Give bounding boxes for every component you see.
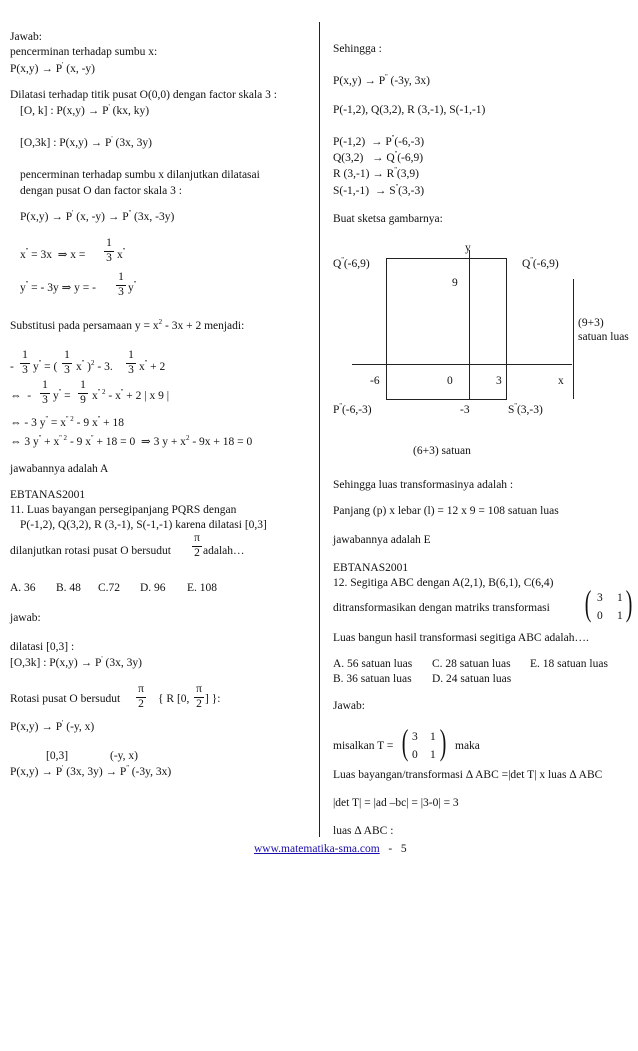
text-line: jawab:	[10, 612, 41, 624]
text-line: Substitusi pada persamaan $y = x^2 - 3x + 2$ menjadi:	[10, 318, 245, 332]
fraction: 1 3	[104, 238, 114, 264]
height-unit-label: satuan luas	[578, 331, 629, 343]
option-a: A. 56 satuan luas	[333, 658, 413, 670]
text-line: pencerminan terhadap sumbu x:	[10, 46, 158, 58]
math-label: [0,3]	[46, 750, 69, 762]
math-var: x''	[117, 247, 126, 261]
matrix-cell: 0	[412, 749, 418, 761]
fraction: 1 3	[20, 350, 30, 376]
fraction: π 2	[136, 684, 146, 710]
text-line: dengan pusat O dan factor skala 3 :	[20, 185, 182, 197]
text-line: 12. Segitiga ABC dengan A(2,1), B(6,1), C(6,4)	[333, 577, 554, 589]
matrix-cell: 1	[617, 610, 623, 622]
math-line: P(x,y) → P'' (-3y, 3x)	[333, 73, 430, 87]
height-label: (9+3)	[578, 317, 604, 329]
text-line: ] }:	[205, 693, 221, 705]
width-label: (6+3) satuan	[413, 445, 471, 457]
math-line: $x^{'' 2} - x'' + 2$ | x 9 |	[92, 388, 169, 402]
math-line: ⇔ -	[10, 390, 32, 402]
matrix-cell: 1	[430, 749, 436, 761]
text-line: Luas bayangan/transformasi ∆ ABC =|det T| x luas ∆ ABC	[333, 769, 603, 781]
math-line: R (3,-1) → R''(3,9)	[333, 166, 419, 180]
math-line: Q(3,2) → Q''(-6,9)	[333, 150, 424, 164]
option-b: B. 36 satuan luas	[333, 673, 412, 685]
matrix-bracket-right: )	[625, 583, 633, 623]
math-label: (-y, x)	[110, 750, 138, 762]
math-line: P(x,y) → P' (x, -y)	[10, 61, 95, 75]
text-line: Rotasi pusat O bersudut	[10, 693, 121, 705]
matrix-bracket-left: (	[401, 722, 409, 762]
math-line: y'' = - 3y ⇒ y = -	[20, 280, 96, 294]
fraction: 1 3	[116, 272, 126, 298]
math-line: P(x,y) → P' (3x, 3y) → P'' (-3y, 3x)	[10, 764, 172, 778]
math-line: x'' )$^2$ - 3.	[76, 359, 113, 373]
text-line: dilanjutkan rotasi pusat O bersudut	[10, 545, 171, 557]
math-line: y'' =	[53, 388, 71, 402]
math-var: y''	[128, 280, 137, 294]
math-line: ⇔ 3 $y'' + x^{'' 2} - 9$ x'' + 18 = 0 ⇒ 3 $y + x^2 - 9x + 18 = 0$	[10, 434, 253, 448]
fraction: π 2	[192, 533, 202, 559]
height-marker	[573, 279, 574, 399]
math-line: [O,3k] : P(x,y) → P' (3x, 3y)	[10, 655, 142, 669]
math-line: P(-1,2) → P''(-6,-3)	[333, 134, 425, 148]
option-b: B. 48	[56, 582, 81, 594]
text-line: P(-1,2), Q(3,2), R (3,-1), S(-1,-1) karena dilatasi [0,3]	[20, 519, 267, 531]
text-line: Buat sketsa gambarnya:	[333, 213, 443, 225]
text-line: Jawab:	[333, 700, 365, 712]
option-c: C.72	[98, 582, 121, 594]
text-line: Dilatasi terhadap titik pusat O(0,0) dengan factor skala 3 :	[10, 89, 277, 101]
fraction: 1 9	[78, 380, 88, 406]
math-line: y'' = (	[33, 359, 58, 373]
text-line: EBTANAS2001	[333, 562, 409, 574]
website-link[interactable]: www.matematika-sma.com	[254, 843, 380, 855]
text-line: Panjang (p) x lebar (l) = 12 x 9 = 108 satuan luas	[333, 505, 559, 517]
option-e: E. 108	[187, 582, 218, 594]
text-line: maka	[455, 740, 480, 752]
math-line: S(-1,-1) → S''(3,-3)	[333, 183, 425, 197]
tick-neg6-label: -6	[370, 375, 380, 387]
math-line: x'' + 2	[139, 359, 166, 373]
option-a: A. 36	[10, 582, 36, 594]
vertex-p-label: P''(-6,-3)	[333, 402, 372, 416]
tick-3-label: 3	[496, 375, 502, 387]
vertex-r-label: Q''(-6,9)	[522, 256, 559, 270]
math-line: [O, k] : P(x,y) → P' (kx, ky)	[20, 103, 150, 117]
text-line: ditransformasikan dengan matriks transformasi	[333, 602, 550, 614]
origin-label: 0	[447, 375, 453, 387]
matrix-cell: 3	[597, 592, 603, 604]
x-axis-label: x	[558, 375, 564, 387]
option-c: C. 28 satuan luas	[432, 658, 511, 670]
tick-neg3-label: -3	[460, 404, 470, 416]
fraction: π 2	[194, 684, 204, 710]
text-line: { R [0,	[158, 693, 190, 705]
page-number: 5	[400, 843, 407, 855]
text-line: Sehingga luas transformasinya adalah :	[333, 479, 514, 491]
text-line: Luas bangun hasil transformasi segitiga ABC adalah….	[333, 632, 589, 644]
matrix-bracket-right: )	[439, 722, 447, 762]
text-line: jawabannya adalah E	[333, 534, 431, 546]
text-line: 11. Luas bayangan persegipanjang PQRS dengan	[10, 504, 237, 516]
text-line: Sehingga :	[333, 43, 382, 55]
text-line: misalkan T =	[333, 740, 394, 752]
math-line: x'' = 3x ⇒ x =	[20, 247, 86, 261]
math-line: P(x,y) → P' (x, -y) → P'' (3x, -3y)	[20, 209, 175, 223]
text-line: EBTANAS2001	[10, 489, 86, 501]
fraction: 1 3	[126, 350, 136, 376]
column-divider	[319, 22, 320, 837]
matrix-cell: 1	[430, 731, 436, 743]
vertex-s-label: S''(3,-3)	[508, 402, 543, 416]
text-line: jawabannya adalah A	[10, 463, 109, 475]
page-footer	[254, 844, 407, 856]
option-d: D. 96	[140, 582, 166, 594]
math-line: ⇔ - 3 $y'' = x^{'' 2} - 9$ x'' + 18	[10, 415, 125, 429]
option-e: E. 18 satuan luas	[530, 658, 608, 670]
text-line: pencerminan terhadap sumbu x dilanjutkan dilatasai	[20, 169, 260, 181]
y-axis-label: y	[465, 242, 471, 254]
text-line: |det T| = |ad –bc| = |3-0| = 3	[333, 797, 459, 809]
text-line: adalah…	[203, 545, 245, 557]
matrix-cell: 0	[597, 610, 603, 622]
matrix-bracket-left: (	[584, 583, 592, 623]
fraction: 1 3	[62, 350, 72, 376]
matrix-cell: 3	[412, 731, 418, 743]
math-line: -	[10, 361, 14, 373]
text-line: P(-1,2), Q(3,2), R (3,-1), S(-1,-1)	[333, 104, 486, 116]
math-line: [O,3k] : P(x,y) → P' (3x, 3y)	[20, 135, 152, 149]
math-line: P(x,y) → P' (-y, x)	[10, 719, 95, 733]
matrix-cell: 1	[617, 592, 623, 604]
fraction: 1 3	[40, 380, 50, 406]
text-line: luas ∆ ABC :	[333, 825, 394, 837]
vertex-q-label: Q''(-6,9)	[333, 256, 370, 270]
answer-heading: Jawab:	[10, 31, 42, 43]
option-d: D. 24 satuan luas	[432, 673, 512, 685]
text-line: dilatasi [0,3] :	[10, 641, 75, 653]
tick-9-label: 9	[452, 277, 458, 289]
footer-separator: -	[388, 843, 393, 855]
